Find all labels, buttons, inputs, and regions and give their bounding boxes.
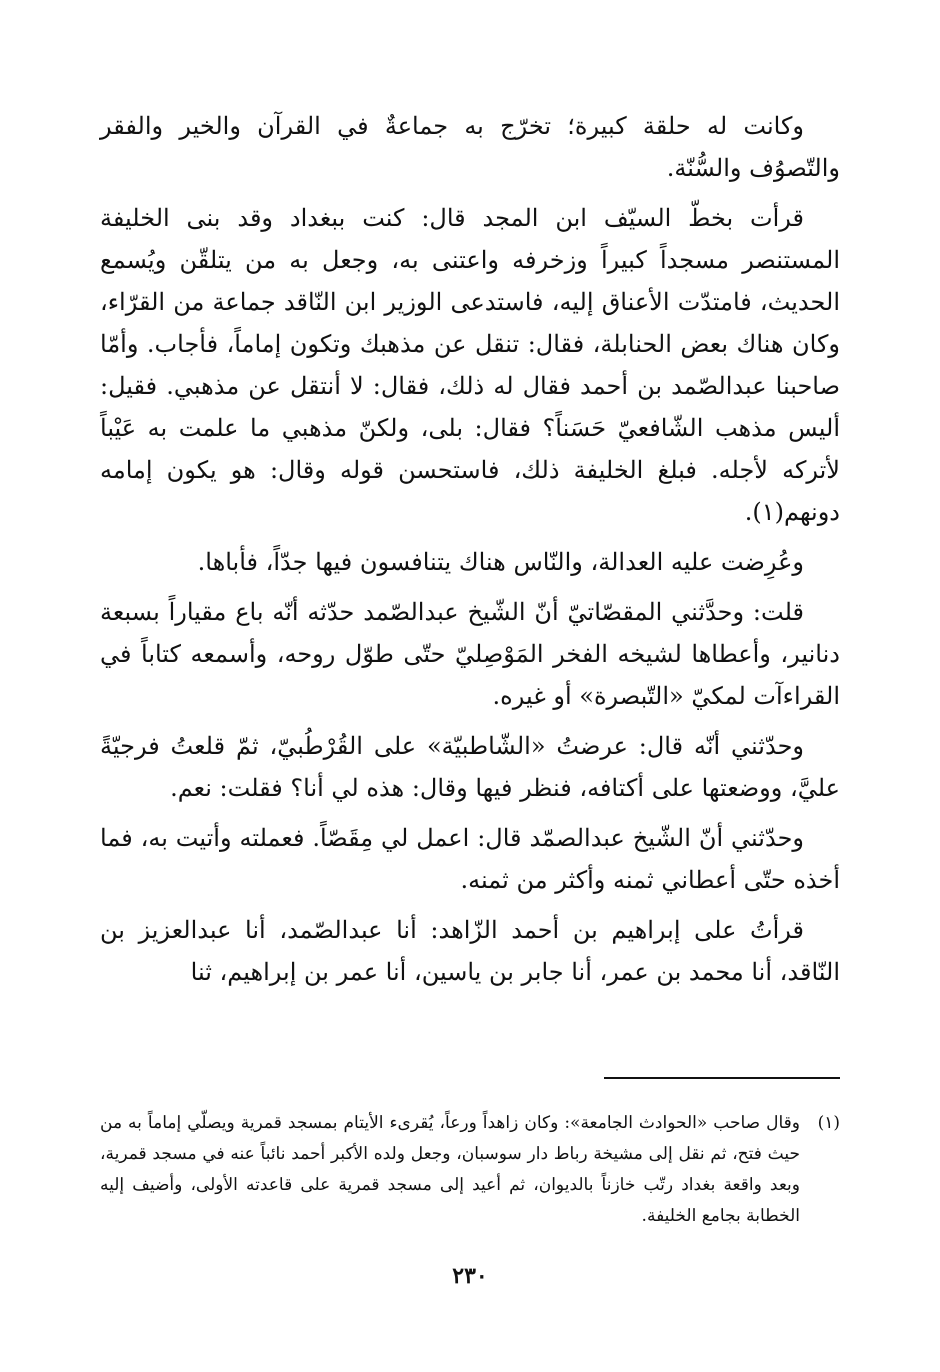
page-body	[100, 105, 840, 1001]
paragraph-4: قلت: وحدَّثني المقصّاتيّ أنّ الشّيخ عبدالصّمد حدّثه أنّه باع مقياراً بسبعة دنانير، وأعطاها لشيخه الفخر المَوْصِليّ حتّى طوّل روحه، وأسمعه كتاباً في القراءآت لمكيّ «التّبصرة» أو غيره.	[100, 598, 840, 710]
paragraph-1: وكانت له حلقة كبيرة؛ تخرّج به جماعةٌ في القرآن والخير والفقر والتّصوُف والسُّنّة.	[100, 112, 840, 182]
footnote-1	[100, 1108, 840, 1232]
paragraph-5: وحدّثني أنّه قال: عرضتُ «الشّاطبيّة» على القُرْطُبيّ، ثمّ قلعتُ فرجيّةً عليَّ، ووضعتها على أكتافه، فنظر فيها وقال: هذه لي أنا؟ فقلت: نعم.	[100, 732, 840, 802]
footnote-number: (١)	[817, 1113, 840, 1133]
paragraph-6: وحدّثني أنّ الشّيخ عبدالصمّد قال: اعمل لي مِقَصّاً. فعملته وأتيت به، فما أخذه حتّى أعطاني ثمنه وأكثر من ثمنه.	[100, 824, 840, 894]
footnote-text: وقال صاحب «الحوادث الجامعة»: وكان زاهداً ورعاً، يُقرىء الأيتام بمسجد قمرية ويصلّي إماماً به من حيث فتح، ثم نقل إلى مشيخة رباط دار سوسبان، وجعل ولده الأكبر أحمد نائباً عنه في مسجد قمرية، وبعد واقعة بغداد رتّب خازناً بالديوان، ثم أعيد إلى مسجد قمرية على قاعدته الأولى، وأضيف إليه الخطابة بجامع الخليفة.	[100, 1113, 800, 1226]
footnotes	[100, 1108, 840, 1232]
paragraph-2: قرأت بخطّ السيّف ابن المجد قال: كنت ببغداد وقد بنى الخليفة المستنصر مسجداً كبيراً وزخرفه واعتنى به، وجعل به من يتلقّن ويُسمع الحديث، فامتدّت الأعناق إليه، فاستدعى الوزير ابن النّاقد جماعة من القرّاء، وكان هناك بعض الحنابلة، فقال: تنقل عن مذهبك وتكون إماماً، فأجاب. وأمّا صاحبنا عبدالصّمد بن أحمد فقال له ذلك، فقال: لا أنتقل عن مذهبي. فقيل: أليس مذهب الشّافعيّ حَسَناً؟ فقال: بلى، ولكنّ مذهبي ما علمت به عَيْباً لأتركه لأجله. فبلغ الخليفة ذلك، فاستحسن قوله وقال: هو يكون إمامه دونهم(١).	[100, 204, 840, 526]
footnote-divider	[604, 1077, 840, 1079]
page-number: ٢٣٠	[452, 1263, 488, 1289]
paragraph-7: قرأتُ على إبراهيم بن أحمد الزّاهد: أنا عبدالصّمد، أنا عبدالعزيز بن النّاقد، أنا محمد بن عمر، أنا جابر بن ياسين، أنا عمر بن إبراهيم، ثنا	[100, 916, 840, 986]
paragraph-3: وعُرِضت عليه العدالة، والنّاس هناك يتنافسون فيها جدّاً، فأباها.	[197, 548, 804, 576]
